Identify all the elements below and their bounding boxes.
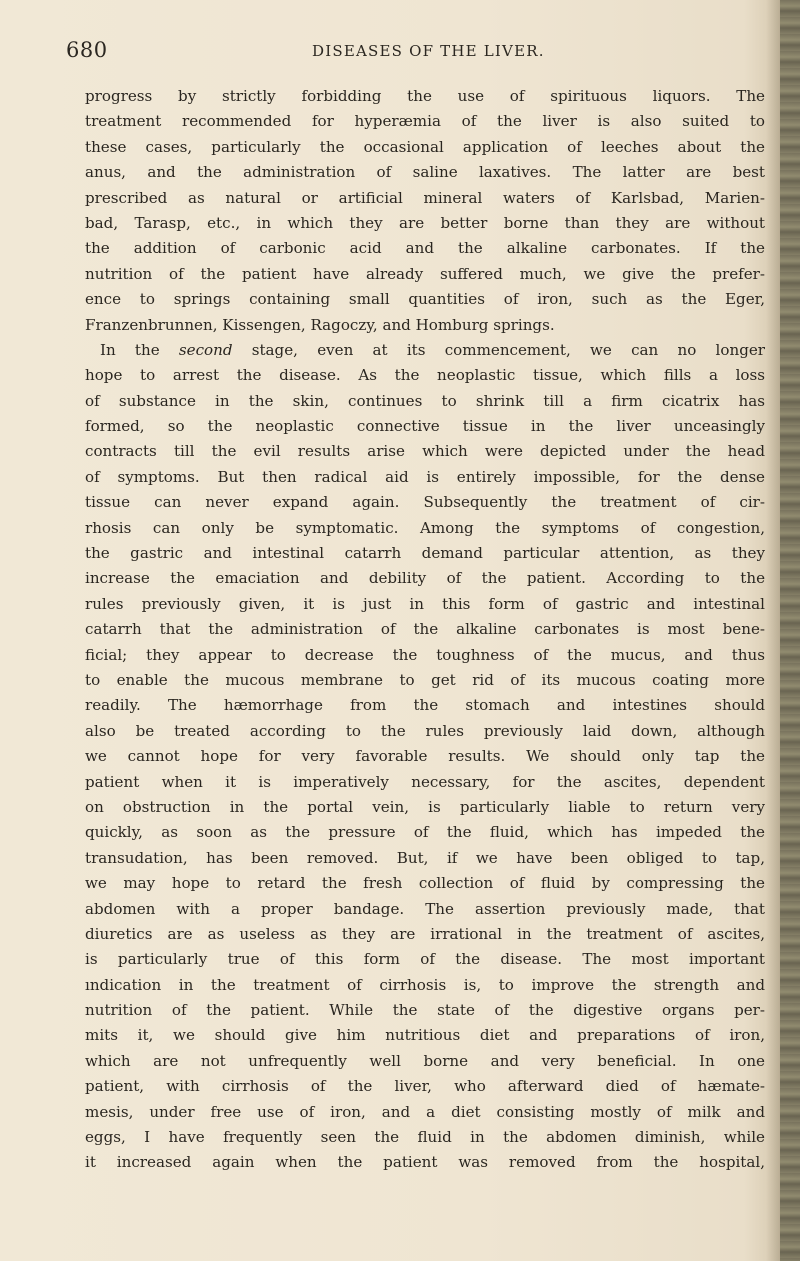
text-line: eggs, I have frequently seen the fluid in the abdomen diminish, while	[85, 1128, 765, 1147]
book-binding-edge	[780, 0, 800, 1261]
text-line: patient, with cirrhosis of the liver, who afterward died of hæmate-	[85, 1077, 765, 1096]
text-fragment: stage, even at its commencement, we can no longer	[251, 340, 765, 359]
text-line: nutrition of the patient. While the state of the digestive organs per-	[85, 1001, 765, 1020]
text-line: is particularly true of this form of the disease. The most important	[85, 950, 765, 969]
text-line: ındication in the treatment of cirrhosis is, to improve the strength and	[85, 975, 765, 994]
text-line: increase the emaciation and debility of the patient. According to the	[85, 569, 765, 588]
text-line: rhosis can only be symptomatic. Among the symptoms of congestion,	[85, 518, 765, 537]
text-line: it increased again when the patient was removed from the hospital,	[85, 1153, 765, 1172]
text-line: ence to springs containing small quantities of iron, such as the Eger,	[85, 290, 765, 309]
text-line: bad, Tarasp, etc., in which they are better borne than they are without	[85, 213, 765, 232]
text-line: hope to arrest the disease. As the neoplastic tissue, which fills a loss	[85, 366, 765, 385]
text-line: mesis, under free use of iron, and a diet consisting mostly of milk and	[85, 1102, 765, 1121]
text-line: also be treated according to the rules previously laid down, although	[85, 721, 765, 740]
text-line: to enable the mucous membrane to get rid of its mucous coating more	[85, 670, 765, 689]
text-line: abdomen with a proper bandage. The assertion previously made, that	[85, 899, 765, 918]
text-line: transudation, has been removed. But, if we have been obliged to tap,	[85, 848, 765, 867]
text-line: mits it, we should give him nutritious diet and preparations of iron,	[85, 1026, 765, 1045]
text-line: rules previously given, it is just in this form of gastric and intestinal	[85, 594, 765, 613]
text-line: we may hope to retard the fresh collection of fluid by compressing the	[85, 874, 765, 893]
text-line: these cases, particularly the occasional application of leeches about the	[85, 137, 765, 156]
text-line: ficial; they appear to decrease the toughness of the mucus, and thus	[85, 645, 765, 664]
page-number: 680	[66, 38, 108, 62]
binding-shadow	[766, 0, 780, 1261]
text-line: anus, and the administration of saline laxatives. The latter are best	[85, 163, 765, 182]
text-line: progress by strictly forbidding the use of spirituous liquors. The	[85, 87, 765, 105]
text-line: of substance in the skin, continues to shrink till a firm cicatrix has	[85, 391, 765, 410]
text-line: quickly, as soon as the pressure of the fluid, which has impeded the	[85, 823, 765, 842]
text-line: the addition of carbonic acid and the alkaline carbonates. If the	[85, 239, 765, 258]
text-line: on obstruction in the portal vein, is particularly liable to return very	[85, 797, 765, 816]
paragraph-start-line	[85, 338, 765, 363]
text-line: we cannot hope for very favorable results. We should only tap the	[85, 747, 765, 766]
text-line: formed, so the neoplastic connective tissue in the liver unceasingly	[85, 417, 765, 436]
text-line: nutrition of the patient have already suffered much, we give the prefer-	[85, 264, 765, 283]
text-line: which are not unfrequently well borne and very beneficial. In one	[85, 1051, 765, 1070]
text-line: tissue can never expand again. Subsequently the treatment of cir-	[85, 493, 765, 512]
text-line: patient when it is imperatively necessary, for the ascites, dependent	[85, 772, 765, 791]
text-fragment: In the	[100, 340, 179, 359]
text-line: the gastric and intestinal catarrh demand particular attention, as they	[85, 544, 765, 563]
text-line: catarrh that the administration of the alkaline carbonates is most bene-	[85, 620, 765, 639]
text-line: of symptoms. But then radical aid is entirely impossible, for the dense	[85, 467, 765, 486]
italic-word: second	[178, 340, 233, 359]
running-header	[66, 38, 770, 74]
text-line: contracts till the evil results arise which were depicted under the head	[85, 442, 765, 461]
text-line: readily. The hæmorrhage from the stomach and intestines should	[85, 696, 765, 715]
running-title: DISEASES OF THE LIVER.	[312, 42, 545, 60]
text-line: prescribed as natural or artificial mineral waters of Karlsbad, Marien-	[85, 188, 765, 207]
body-text	[85, 84, 765, 1176]
text-line: diuretics are as useless as they are irrational in the treatment of ascites,	[85, 924, 765, 943]
text-line: treatment recommended for hyperæmia of the liver is also suited to	[85, 112, 765, 131]
text-line: Franzenbrunnen, Kissengen, Ragoczy, and Homburg springs.	[85, 315, 555, 334]
